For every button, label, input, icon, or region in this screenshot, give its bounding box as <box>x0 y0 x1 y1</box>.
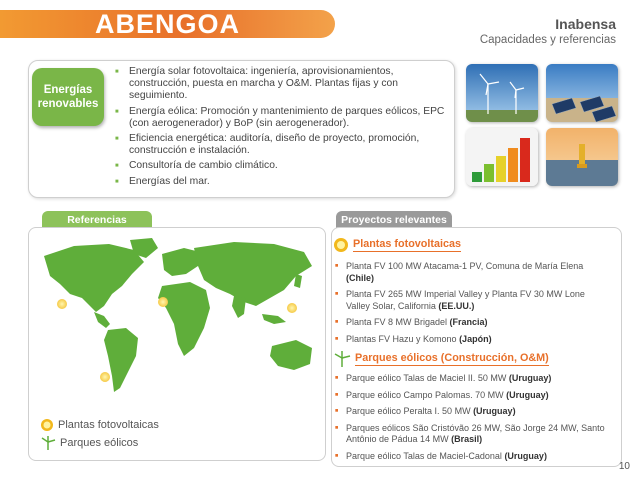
list-item: ■ Parques eólicos São Cristóvão 26 MW, São Jorge 24 MW, Santo Antônio de Pádua 14 MW (Brasil) <box>335 423 607 446</box>
list-item: ■ Planta FV 265 MW Imperial Valley y Planta FV 30 MW Lone Valley Solar, California (EE.UU.) <box>335 289 607 312</box>
tab-proyectos-relevantes[interactable]: Proyectos relevantes <box>336 211 452 228</box>
list-item: ■ Planta FV 8 MW Brigadel (Francia) <box>335 317 607 329</box>
page-subtitle: Capacidades y referencias <box>479 34 616 46</box>
sun-icon <box>40 418 54 432</box>
section-title-eolicos: Parques eólicos (Construcción, O&M) <box>355 352 549 364</box>
header <box>0 0 638 62</box>
list-item: ■ Parque eólico Peralta I. 50 MW (Uruguay) <box>335 406 607 418</box>
list-item: ■ Plantas FV Hazu y Komono (Japón) <box>335 334 607 346</box>
world-map <box>34 236 320 401</box>
wind-turbine-icon <box>333 351 351 367</box>
abengoa-logo: ABENGOA <box>95 9 241 39</box>
sea-energy-image <box>546 128 618 186</box>
legend-wind-label: Parques eólicos <box>60 437 139 449</box>
sun-marker-usa[interactable] <box>57 299 67 309</box>
list-item: ■ Parque eólico Talas de Maciel II. 50 MW (Uruguay) <box>335 373 607 385</box>
sun-marker-france[interactable] <box>158 297 168 307</box>
photo-wind-turbines <box>466 64 538 122</box>
capability-item: ■ Consultoría de cambio climático. <box>115 160 455 172</box>
section-parques-eolicos <box>333 351 549 367</box>
tab-referencias[interactable]: Referencias <box>42 211 152 228</box>
photo-solar-panels <box>546 64 618 122</box>
photo-energy-efficiency <box>466 128 538 186</box>
legend-plantas-fotovoltaicas <box>40 418 159 432</box>
list-item: ■ Planta FV 100 MW Atacama-1 PV, Comuna de María Elena (Chile) <box>335 261 607 284</box>
capability-item: ■ Energías del mar. <box>115 176 455 188</box>
brand-title: Inabensa <box>555 16 616 32</box>
sun-marker-japan[interactable] <box>287 303 297 313</box>
wind-turbine-icon <box>40 436 56 450</box>
list-item: ■ Parque eólico Campo Palomas. 70 MW (Uruguay) <box>335 390 607 402</box>
fotovoltaicas-list <box>335 261 607 350</box>
capability-item: ■ Eficiencia energética: auditoría, diseño de proyecto, promoción, construcción e instalación. <box>115 133 455 157</box>
legend-parques-eolicos <box>40 436 138 450</box>
sun-icon <box>333 237 349 253</box>
eolicos-list <box>335 373 607 467</box>
list-item: ■ Parque eólico Talas de Maciel-Cadonal (Uruguay) <box>335 451 607 463</box>
capability-item: ■ Energía eólica: Promoción y mantenimiento de parques eólicos, EPC (con aerogenerador) y BoP (sin aerogenerador). <box>115 106 455 130</box>
section-plantas-fotovoltaicas <box>333 237 461 253</box>
capabilities-list <box>115 66 455 191</box>
legend-solar-label: Plantas fotovoltaicas <box>58 419 159 431</box>
wind-turbines-image <box>466 64 538 122</box>
page-number: 10 <box>618 461 630 472</box>
section-title-fotovoltaicas: Plantas fotovoltaicas <box>353 238 462 250</box>
photo-sea-energy <box>546 128 618 186</box>
solar-panels-image <box>546 64 618 122</box>
sun-marker-chile[interactable] <box>100 372 110 382</box>
energias-renovables-badge: Energías renovables <box>32 68 104 126</box>
energy-efficiency-image <box>466 128 538 186</box>
capability-item: ■ Energía solar fotovoltaica: ingeniería, aprovisionamientos, construcción, puesta en marcha y O&M. Plantas fijas y con seguimiento. <box>115 66 455 103</box>
